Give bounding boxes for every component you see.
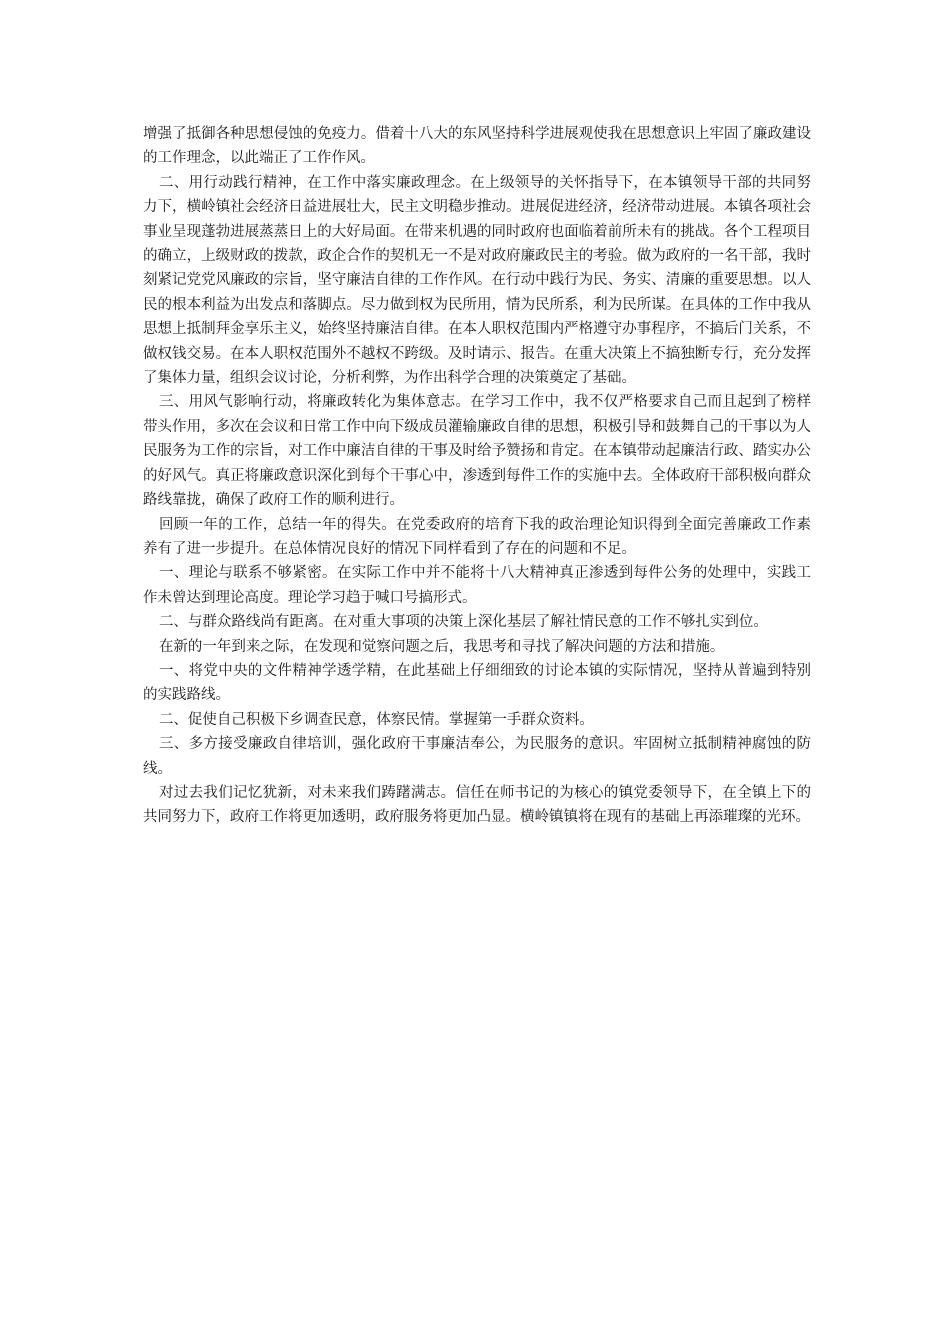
paragraph-measure-one: 一、将党中央的文件精神学透学精，在此基础上仔细细致的讨论本镇的实际情况，坚持从普遍到特别的实践路线。 bbox=[143, 662, 811, 704]
document-body bbox=[143, 122, 811, 830]
paragraph-measure-three: 三、多方接受廉政自律培训，强化政府干事廉洁奉公，为民服务的意识。牢固树立抵制精神腐蚀的防线。 bbox=[143, 736, 811, 777]
paragraph-problem-two: 二、与群众路线尚有距离。在对重大事项的决策上深化基层了解社情民意的工作不够扎实到位。 bbox=[158, 614, 768, 631]
paragraph-review: 回顾一年的工作，总结一年的得失。在党委政府的培育下我的政治理论知识得到全面完善廉政工作素养有了进一步提升。在总体情况良好的情况下同样看到了存在的问题和不足。 bbox=[143, 516, 811, 557]
paragraph-conclusion: 对过去我们记忆犹新，对未来我们踌躇满志。信任在师书记的为核心的镇党委领导下，在全镇上下的共同努力下，政府工作将更加透明，政府服务将更加凸显。横岭镇镇将在现有的基础上再添璀璨的光环。 bbox=[143, 784, 811, 826]
paragraph-new-year: 在新的一年到来之际，在发现和觉察问题之后，我思考和寻找了解决问题的方法和措施。 bbox=[158, 638, 725, 655]
paragraph-measure-two: 二、促使自己积极下乡调查民意，体察民情。掌握第一手群众资料。 bbox=[158, 711, 594, 728]
paragraph-section-two: 二、用行动践行精神，在工作中落实廉政理念。在上级领导的关怀指导下，在本镇领导干部的共同努力下，横岭镇社会经济日益进展壮大，民主文明稳步推动。进展促进经济，经济带动进展。本镇各项社会事业呈现蓬勃进展蒸蒸日上的大好局面。在带来机遇的同时政府也面临着前所未有的挑战。各个工程项目的确立，上级财政的拨款，政企合作的契机无一不是对政府廉政民主的考验。做为政府的一名干部，我时刻紧记党党风廉政的宗旨，坚守廉洁自律的工作作风。在行动中践行为民、务实、清廉的重要思想。以人民的根本利益为出发点和落脚点。尽力做到权为民所用，情为民所系，利为民所谋。在具体的工作中我从思想上抵制拜金享乐主义，始终坚持廉洁自律。在本人职权范围内严格遵守办事程序，不搞后门关系，不做权钱交易。在本人职权范围外不越权不跨级。及时请示、报告。在重大决策上不搞独断专行，充分发挥了集体力量，组织会议讨论，分析利弊，为作出科学合理的决策奠定了基础。 bbox=[143, 174, 811, 387]
paragraph-problem-one: 一、理论与联系不够紧密。在实际工作中并不能将十八大精神真正渗透到每件公务的处理中，实践工作未曾达到理论高度。理论学习趋于喊口号搞形式。 bbox=[143, 565, 811, 606]
paragraph-continuation: 增强了抵御各种思想侵蚀的免疫力。借着十八大的东风坚持科学进展观使我在思想意识上牢固了廉政建设的工作理念，以此端正了工作作风。 bbox=[143, 126, 811, 167]
paragraph-section-three: 三、用风气影响行动，将廉政转化为集体意志。在学习工作中，我不仅严格要求自己而且起到了榜样带头作用，多次在会议和日常工作中向下级成员灌输廉政自律的思想，积极引导和鼓舞自己的干事以为人民服务为工作的宗旨，对工作中廉洁自律的干事及时给予赞扬和肯定。在本镇带动起廉洁行政、踏实办公的好风气。真正将廉政意识深化到每个干事心中，渗透到每件工作的实施中去。全体政府干部积极向群众路线靠拢，确保了政府工作的顺利进行。 bbox=[143, 394, 811, 509]
